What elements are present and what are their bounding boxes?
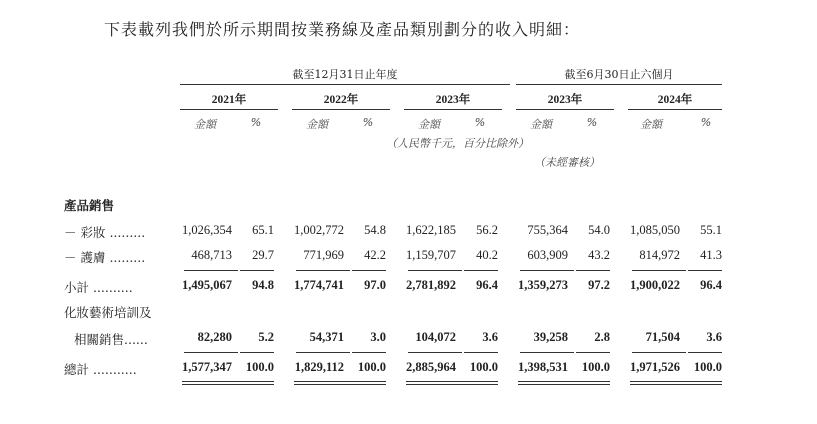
year-divider [628, 109, 722, 110]
table-cell-total-pct: 100.0 [693, 360, 722, 374]
row-label-makeup: － 彩妝 ......... [64, 225, 146, 240]
section-product-sales: 產品銷售 [64, 198, 115, 213]
table-cell-total-pct: 100.0 [469, 360, 498, 374]
row-label-total: 總計 ........... [64, 362, 137, 377]
table-cell-skincare-pct: 41.3 [700, 248, 722, 262]
table-cell-total-amount: 2,885,964 [406, 360, 456, 374]
table-cell-training-pct: 3.6 [706, 330, 722, 344]
sub-header-amount: 金額 [640, 118, 662, 131]
sub-header-amount: 金額 [194, 118, 216, 131]
subtotal-rule [576, 270, 610, 271]
total-double-rule [406, 381, 462, 382]
table-cell-subtotal-amount: 1,774,741 [294, 278, 344, 292]
total-double-rule [686, 384, 722, 385]
table-cell-makeup-pct: 54.8 [364, 223, 386, 237]
year-header: 2024年 [657, 94, 693, 106]
year-divider [292, 109, 390, 110]
subtotal-rule [408, 270, 462, 271]
table-cell-skincare-amount: 814,972 [639, 248, 680, 262]
table-cell-training-amount: 71,504 [645, 330, 680, 344]
table-cell-skincare-pct: 43.2 [588, 248, 610, 262]
table-cell-makeup-amount: 1,622,185 [406, 223, 456, 237]
subtotal-rule [184, 270, 238, 271]
table-cell-training-amount: 54,371 [309, 330, 344, 344]
table-cell-makeup-amount: 1,085,050 [630, 223, 680, 237]
subtotal-rule [352, 270, 386, 271]
row-label-training-2: 相關銷售...... [74, 332, 148, 347]
table-cell-training-amount: 104,072 [415, 330, 456, 344]
sub-header-pct: % [586, 116, 598, 129]
intro-text: 下表載列我們於所示期間按業務線及產品類別劃分的收入明細： [104, 20, 581, 39]
table-cell-total-amount: 1,971,526 [630, 360, 680, 374]
subtotal-rule [240, 270, 274, 271]
table-cell-subtotal-amount: 2,781,892 [406, 278, 456, 292]
table-cell-skincare-amount: 1,159,707 [406, 248, 456, 262]
subtotal-rule [464, 352, 498, 353]
table-cell-skincare-amount: 771,969 [303, 248, 344, 262]
table-cell-makeup-amount: 1,002,772 [294, 223, 344, 237]
table-cell-subtotal-pct: 96.4 [476, 278, 498, 292]
table-cell-subtotal-pct: 94.8 [252, 278, 274, 292]
table-cell-training-pct: 2.8 [594, 330, 610, 344]
table-cell-skincare-amount: 468,713 [191, 248, 232, 262]
subtotal-rule [576, 352, 610, 353]
table-cell-subtotal-pct: 97.0 [364, 278, 386, 292]
total-double-rule [238, 384, 274, 385]
subtotal-rule [688, 270, 722, 271]
subtotal-rule [296, 270, 350, 271]
year-divider [404, 109, 502, 110]
year-header: 2021年 [211, 94, 247, 106]
table-cell-skincare-amount: 603,909 [527, 248, 568, 262]
row-label-skincare: － 護膚 ......... [64, 250, 146, 265]
row-label-subtotal: 小計 .......... [64, 280, 133, 295]
subtotal-rule [352, 352, 386, 353]
unaudited-note: （未經審核） [534, 156, 600, 169]
year-header: 2022年 [323, 94, 359, 106]
year-header: 2023年 [435, 94, 471, 106]
total-double-rule [630, 384, 686, 385]
row-label-training-1: 化妝藝術培訓及 [64, 305, 152, 320]
table-cell-makeup-pct: 55.1 [700, 223, 722, 237]
subtotal-rule [408, 352, 462, 353]
sub-header-amount: 金額 [530, 118, 552, 131]
table-cell-total-pct: 100.0 [357, 360, 386, 374]
sub-header-amount: 金額 [418, 118, 440, 131]
sub-header-pct: % [700, 116, 712, 129]
table-cell-skincare-pct: 42.2 [364, 248, 386, 262]
subtotal-rule [520, 352, 574, 353]
year-header: 2023年 [547, 94, 583, 106]
total-double-rule [350, 381, 386, 382]
table-cell-subtotal-pct: 96.4 [700, 278, 722, 292]
subtotal-rule [240, 352, 274, 353]
table-cell-training-amount: 39,258 [533, 330, 568, 344]
table-cell-subtotal-amount: 1,495,067 [182, 278, 232, 292]
year-divider [180, 109, 278, 110]
group-divider-year [180, 84, 510, 85]
subtotal-rule [296, 352, 350, 353]
subtotal-rule [464, 270, 498, 271]
sub-header-pct: % [250, 116, 262, 129]
table-cell-total-pct: 100.0 [245, 360, 274, 374]
total-double-rule [686, 381, 722, 382]
total-double-rule [574, 381, 610, 382]
unit-note: （人民幣千元，百分比除外） [386, 137, 529, 150]
table-cell-total-amount: 1,829,112 [294, 360, 344, 374]
subtotal-rule [184, 352, 238, 353]
total-double-rule [518, 384, 574, 385]
total-double-rule [238, 381, 274, 382]
table-cell-makeup-pct: 56.2 [476, 223, 498, 237]
total-double-rule [630, 381, 686, 382]
table-cell-training-amount: 82,280 [197, 330, 232, 344]
total-double-rule [406, 384, 462, 385]
subtotal-rule [688, 352, 722, 353]
total-double-rule [462, 381, 498, 382]
year-divider [516, 109, 614, 110]
subtotal-rule [632, 270, 686, 271]
sub-header-pct: % [474, 116, 486, 129]
table-cell-makeup-pct: 54.0 [588, 223, 610, 237]
total-double-rule [462, 384, 498, 385]
table-cell-makeup-amount: 1,026,354 [182, 223, 232, 237]
table-cell-skincare-pct: 40.2 [476, 248, 498, 262]
total-double-rule [182, 384, 238, 385]
sub-header-amount: 金額 [306, 118, 328, 131]
sub-header-pct: % [362, 116, 374, 129]
table-cell-total-amount: 1,398,531 [518, 360, 568, 374]
table-cell-training-pct: 3.6 [482, 330, 498, 344]
table-cell-total-pct: 100.0 [581, 360, 610, 374]
table-cell-makeup-pct: 65.1 [252, 223, 274, 237]
total-double-rule [518, 381, 574, 382]
table-cell-training-pct: 5.2 [258, 330, 274, 344]
table-cell-subtotal-amount: 1,900,022 [630, 278, 680, 292]
table-cell-skincare-pct: 29.7 [252, 248, 274, 262]
group-header-year: 截至12月31日止年度 [292, 68, 398, 81]
table-cell-subtotal-amount: 1,359,273 [518, 278, 568, 292]
group-divider-half [516, 84, 722, 85]
table-cell-training-pct: 3.0 [370, 330, 386, 344]
group-header-half: 截至6月30日止六個月 [564, 68, 674, 81]
table-cell-total-amount: 1,577,347 [182, 360, 232, 374]
total-double-rule [350, 384, 386, 385]
total-double-rule [182, 381, 238, 382]
subtotal-rule [632, 352, 686, 353]
total-double-rule [294, 381, 350, 382]
total-double-rule [574, 384, 610, 385]
table-cell-subtotal-pct: 97.2 [588, 278, 610, 292]
subtotal-rule [520, 270, 574, 271]
total-double-rule [294, 384, 350, 385]
table-cell-makeup-amount: 755,364 [527, 223, 568, 237]
